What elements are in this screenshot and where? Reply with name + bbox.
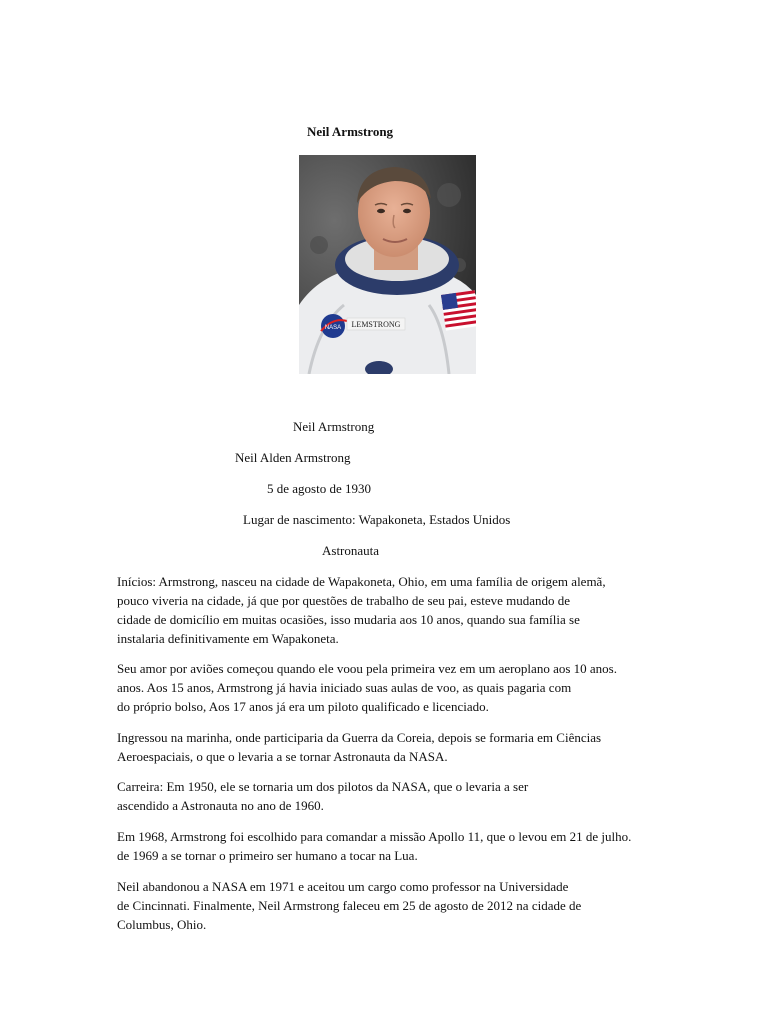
astronaut-portrait xyxy=(299,155,476,374)
paragraph-line: ascendido a Astronauta no ano de 1960. xyxy=(117,798,324,813)
paragraph-line: instalaria definitivamente em Wapakoneta. xyxy=(117,631,339,646)
svg-text:LEMSTRONG: LEMSTRONG xyxy=(351,320,401,329)
paragraph-line: Inícios: Armstrong, nasceu na cidade de Wapakoneta, Ohio, em uma família de origem alemã, xyxy=(117,574,606,589)
paragraph-line: pouco viveria na cidade, já que por questões de trabalho de seu pai, esteve mudando de xyxy=(117,593,571,608)
us-flag-icon xyxy=(441,290,476,330)
paragraph-line: Ingressou na marinha, onde participaria da Guerra da Coreia, depois se formaria em Ciências xyxy=(117,730,602,745)
info-birthplace: Lugar de nascimento: Wapakoneta, Estados Unidos xyxy=(243,512,511,527)
paragraph-line: Columbus, Ohio. xyxy=(117,917,207,932)
paragraph-line: anos. Aos 15 anos, Armstrong já havia iniciado suas aulas de voo, as quais pagaria com xyxy=(117,680,572,695)
info-profession: Astronauta xyxy=(322,543,380,558)
paragraph-line: Seu amor por aviões começou quando ele voou pela primeira vez em um aeroplano aos 10 anos. xyxy=(117,661,617,676)
paragraph-apollo xyxy=(117,827,677,865)
portrait-illustration xyxy=(299,155,476,374)
paragraph-line: do próprio bolso, Aos 17 anos já era um piloto qualificado e licenciado. xyxy=(117,699,489,714)
paragraph-career xyxy=(117,777,677,815)
svg-text:NASA: NASA xyxy=(324,325,342,331)
paragraph-line: Aeroespaciais, o que o levaria a se tornar Astronauta da NASA. xyxy=(117,749,448,764)
paragraph-line: de 1969 a se tornar o primeiro ser humano a tocar na Lua. xyxy=(117,848,418,863)
info-birth-date: 5 de agosto de 1930 xyxy=(267,481,371,496)
paragraph-line: Carreira: Em 1950, ele se tornaria um dos pilotos da NASA, que o levaria a ser xyxy=(117,779,529,794)
info-full-name: Neil Alden Armstrong xyxy=(235,450,351,465)
paragraph-line: Em 1968, Armstrong foi escolhido para comandar a missão Apollo 11, que o levou em 21 de julho. xyxy=(117,829,632,844)
paragraph-line: de Cincinnati. Finalmente, Neil Armstrong faleceu em 25 de agosto de 2012 na cidade de xyxy=(117,898,582,913)
paragraph-flying xyxy=(117,659,677,716)
paragraph-line: cidade de domicílio em muitas ocasiões, isso mudaria aos 10 anos, quando sua família se xyxy=(117,612,580,627)
paragraph-later-life xyxy=(117,877,677,934)
paragraph-line: Neil abandonou a NASA em 1971 e aceitou um cargo como professor na Universidade xyxy=(117,879,569,894)
paragraph-navy xyxy=(117,728,677,766)
info-name: Neil Armstrong xyxy=(293,419,375,434)
document-title: Neil Armstrong xyxy=(307,124,394,139)
paragraph-early-life xyxy=(117,572,677,648)
